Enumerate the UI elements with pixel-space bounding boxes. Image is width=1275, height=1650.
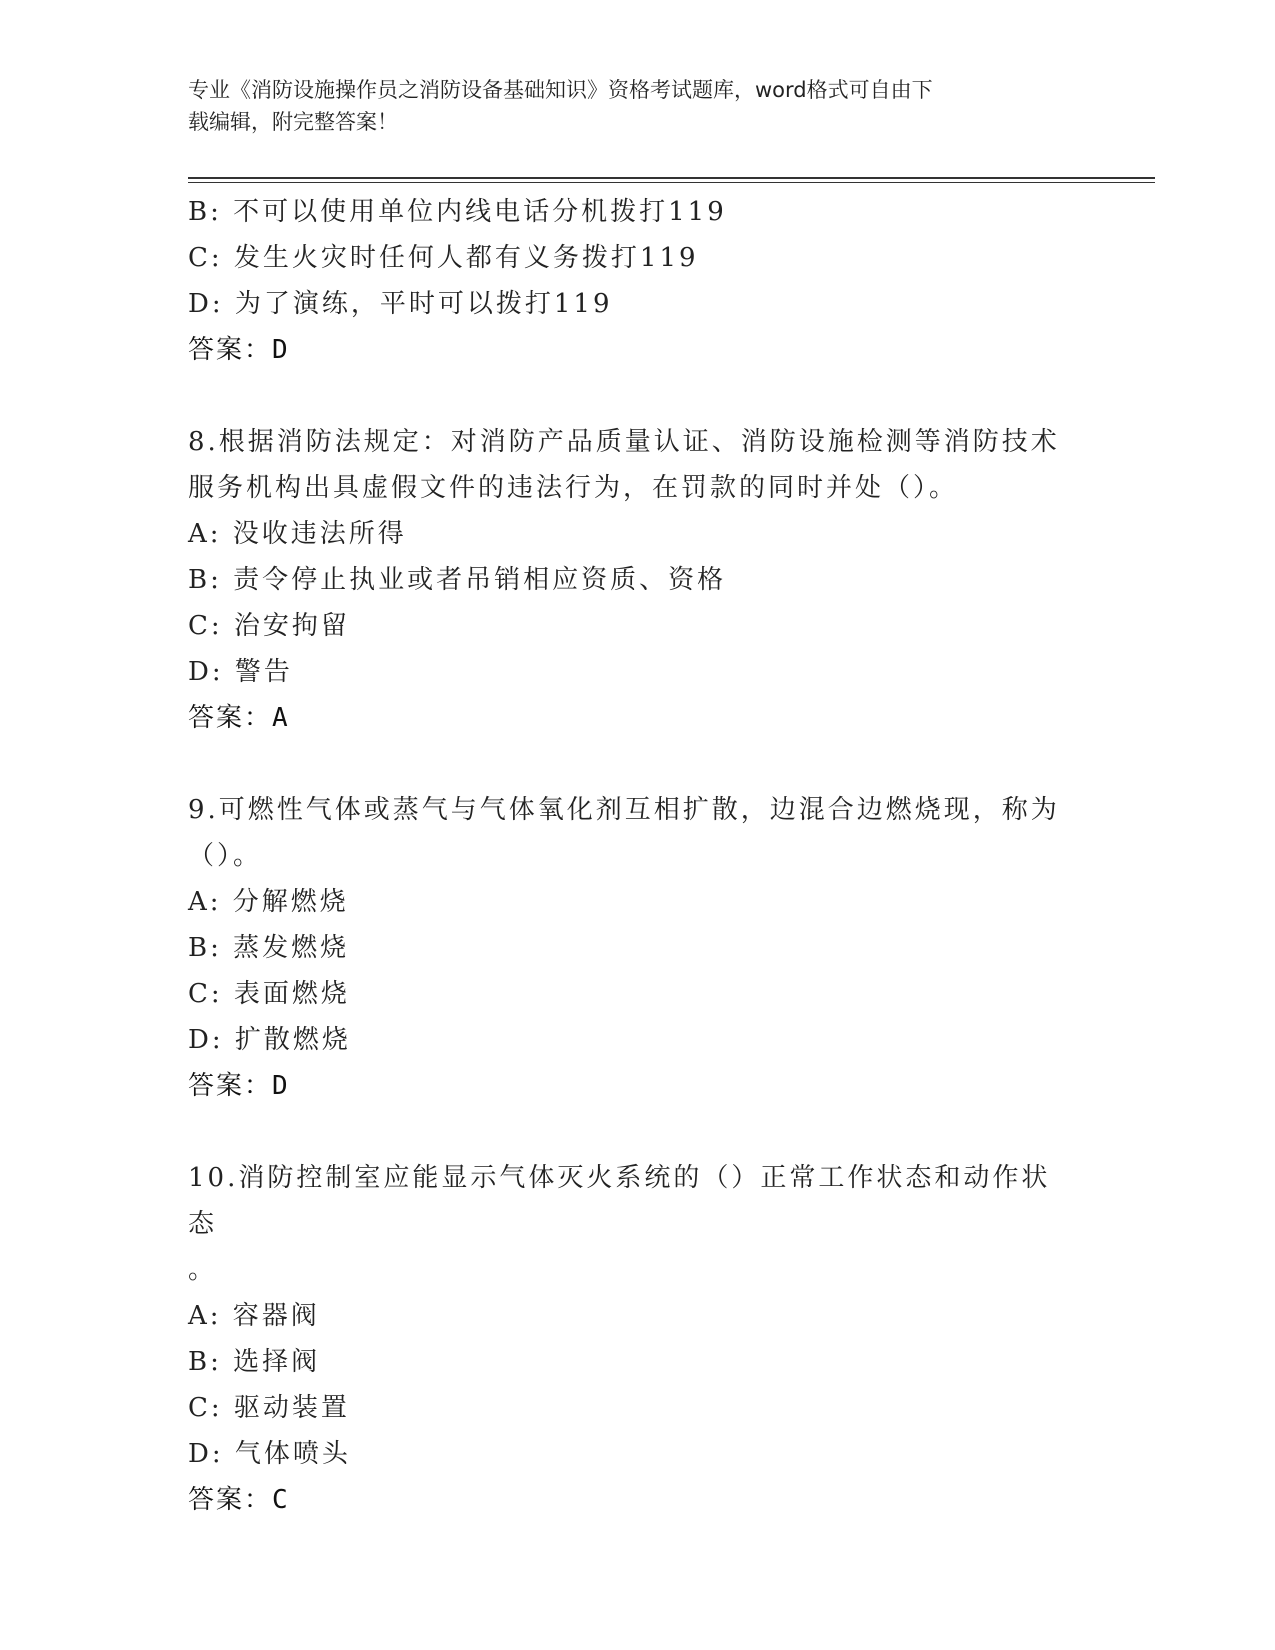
question-text-line-2: 服务机构出具虚假文件的违法行为，在罚款的同时并处（）。 <box>188 473 959 503</box>
option-c: C: 发生火灾时任何人都有义务拨打119 <box>188 243 699 273</box>
option-c: C: 驱动装置 <box>188 1393 350 1423</box>
question-8 <box>188 419 1088 741</box>
header-line-1: 专业《消防设施操作员之消防设备基础知识》资格考试题库，word格式可自由下 <box>188 78 933 102</box>
document-header <box>188 74 1068 138</box>
header-rule-thin <box>188 182 1155 183</box>
question-text-line-1: 9.可燃性气体或蒸气与气体氧化剂互相扩散，边混合边燃烧现，称为 <box>188 795 1060 825</box>
spacer <box>188 1109 1088 1155</box>
option-b: B: 蒸发燃烧 <box>188 933 350 963</box>
option-b: B: 责令停止执业或者吊销相应资质、资格 <box>188 565 727 595</box>
spacer <box>188 373 1088 419</box>
answer-value: C <box>272 1485 288 1515</box>
answer-label: 答案： <box>188 703 273 733</box>
answer-line <box>188 1477 1088 1523</box>
option-d: D: 扩散燃烧 <box>188 1025 351 1055</box>
answer-value: D <box>272 1071 288 1101</box>
answer-label: 答案： <box>188 1485 273 1515</box>
option-a: A: 分解燃烧 <box>188 887 349 917</box>
answer-value: D <box>272 335 288 365</box>
question-7-continued <box>188 189 1088 373</box>
option-a: A: 容器阀 <box>188 1301 320 1331</box>
option-c: C: 表面燃烧 <box>188 979 350 1009</box>
option-d: D: 为了演练，平时可以拨打119 <box>188 289 613 319</box>
question-text-line-2: （）。 <box>188 841 263 871</box>
option-c: C: 治安拘留 <box>188 611 350 641</box>
question-list <box>188 189 1088 1523</box>
option-b: B: 选择阀 <box>188 1347 321 1377</box>
answer-line <box>188 327 1088 373</box>
answer-label: 答案： <box>188 1071 273 1101</box>
answer-line <box>188 1063 1088 1109</box>
question-text-line-1: 8.根据消防法规定：对消防产品质量认证、消防设施检测等消防技术 <box>188 427 1060 457</box>
question-text-line-1: 10.消防控制室应能显示气体灭火系统的（）正常工作状态和动作状态 <box>188 1163 1051 1239</box>
header-line-2: 载编辑，附完整答案！ <box>188 110 398 134</box>
question-9 <box>188 787 1088 1109</box>
question-text-line-2: 。 <box>188 1255 218 1285</box>
header-rule-thick <box>188 177 1155 179</box>
answer-line <box>188 695 1088 741</box>
spacer <box>188 741 1088 787</box>
option-b: B: 不可以使用单位内线电话分机拨打119 <box>188 197 727 227</box>
answer-value: A <box>272 703 288 733</box>
option-d: D: 气体喷头 <box>188 1439 351 1469</box>
answer-label: 答案： <box>188 335 273 365</box>
option-a: A: 没收违法所得 <box>188 519 407 549</box>
option-d: D: 警告 <box>188 657 293 687</box>
question-10 <box>188 1155 1088 1523</box>
